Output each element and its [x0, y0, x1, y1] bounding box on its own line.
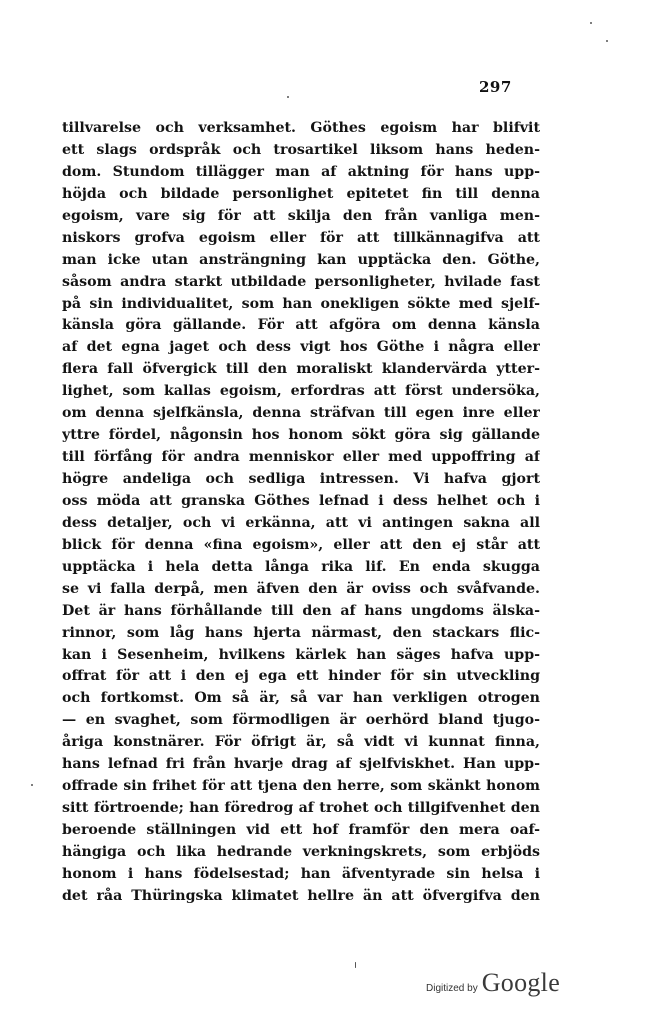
text-line: såsom andra starkt utbildade personligheter, hvilade fast: [62, 273, 540, 290]
text-line: — en svaghet, som förmodligen är oerhörd bland tjugo-: [62, 712, 540, 729]
text-line: höjda och bildade personlighet epitetet fin till denna: [62, 185, 540, 202]
text-line: upptäcka i hela detta långa rika lif. En enda skugga: [62, 558, 540, 575]
text-line: yttre fördel, någonsin hos honom sökt göra sig gällande: [62, 427, 540, 444]
text-line: Det är hans förhållande till den af hans ungdoms älska-: [62, 602, 540, 619]
text-line: niskors grofva egoism eller för att tillkännagifva att: [62, 229, 540, 246]
text-line: det råa Thüringska klimatet hellre än att öfvergifva den: [62, 887, 540, 904]
text-line: af det egna jaget och dess vigt hos Göthe i några eller: [62, 339, 540, 356]
scan-speck: [31, 784, 33, 786]
scan-speck: [590, 22, 592, 24]
text-line: ett slags ordspråk och trosartikel liksom hans heden-: [62, 141, 540, 158]
text-line: kan i Sesenheim, hvilkens kärlek han säges hafva upp-: [62, 646, 540, 663]
text-line: dess detaljer, och vi erkänna, att vi antingen sakna all: [62, 514, 540, 531]
text-line: dom. Stundom tillägger man af aktning för hans upp-: [62, 163, 540, 180]
text-line: offrade sin frihet för att tjena den herre, som skänkt honom: [62, 778, 540, 795]
text-line: känsla göra gällande. För att afgöra om denna känsla: [62, 317, 540, 334]
digitized-by-watermark: [426, 968, 560, 998]
google-logo-text: Google: [481, 968, 561, 997]
text-line: och fortkomst. Om så är, så var han verkligen otrogen: [62, 690, 540, 707]
text-line: om denna sjelfkänsla, denna sträfvan till egen inre eller: [62, 405, 540, 422]
text-line: till förfång för andra menniskor eller med uppoffring af: [62, 449, 540, 466]
text-line: rinnor, som låg hans hjerta närmast, den stackars flic-: [62, 624, 540, 641]
text-line: tillvarelse och verksamhet. Göthes egoism har blifvit: [62, 120, 540, 136]
text-line: blick för denna «fina egoism», eller att den ej står att: [62, 536, 540, 553]
text-line: sitt förtroende; han föredrog af trohet och tillgifvenhet den: [62, 800, 540, 817]
text-line: hängiga och lika hedrande verkningskrets, som erbjöds: [62, 843, 540, 860]
text-line: åriga konstnärer. För öfrigt är, så vidt vi kunnat finna,: [62, 734, 540, 751]
text-line: se vi falla derpå, men äfven den är oviss och svåfvande.: [62, 580, 540, 597]
scan-speck: [287, 96, 289, 98]
digitized-by-label: Digitized by: [426, 983, 478, 994]
text-line: egoism, vare sig för att skilja den från vanliga men-: [62, 207, 540, 224]
text-line: beroende ställningen vid ett hof framför den mera oaf-: [62, 822, 540, 838]
text-line: man icke utan ansträngning kan upptäcka den. Göthe,: [62, 251, 540, 268]
text-line: honom i hans födelsestad; han äfventyrade sin helsa i: [62, 865, 540, 882]
text-line: på sin individualitet, som han onekligen sökte med sjelf-: [62, 295, 540, 312]
scan-speck: [355, 962, 356, 968]
body-text: [62, 118, 540, 908]
text-line: hans lefnad fri från hvarje drag af sjelfviskhet. Han upp-: [62, 756, 540, 773]
text-line: högre andeliga och sedliga intressen. Vi hafva gjort: [62, 471, 540, 487]
text-line: offrat för att i den ej ega ett hinder för sin utveckling: [62, 668, 540, 685]
scan-speck: [606, 40, 608, 42]
text-line: lighet, som kallas egoism, erfordras att först undersöka,: [62, 383, 540, 400]
text-line: flera fall öfvergick till den moraliskt klandervärda ytter-: [62, 361, 540, 378]
text-line: oss möda att granska Göthes lefnad i dess helhet och i: [62, 492, 540, 509]
page-number: 297: [479, 78, 512, 96]
